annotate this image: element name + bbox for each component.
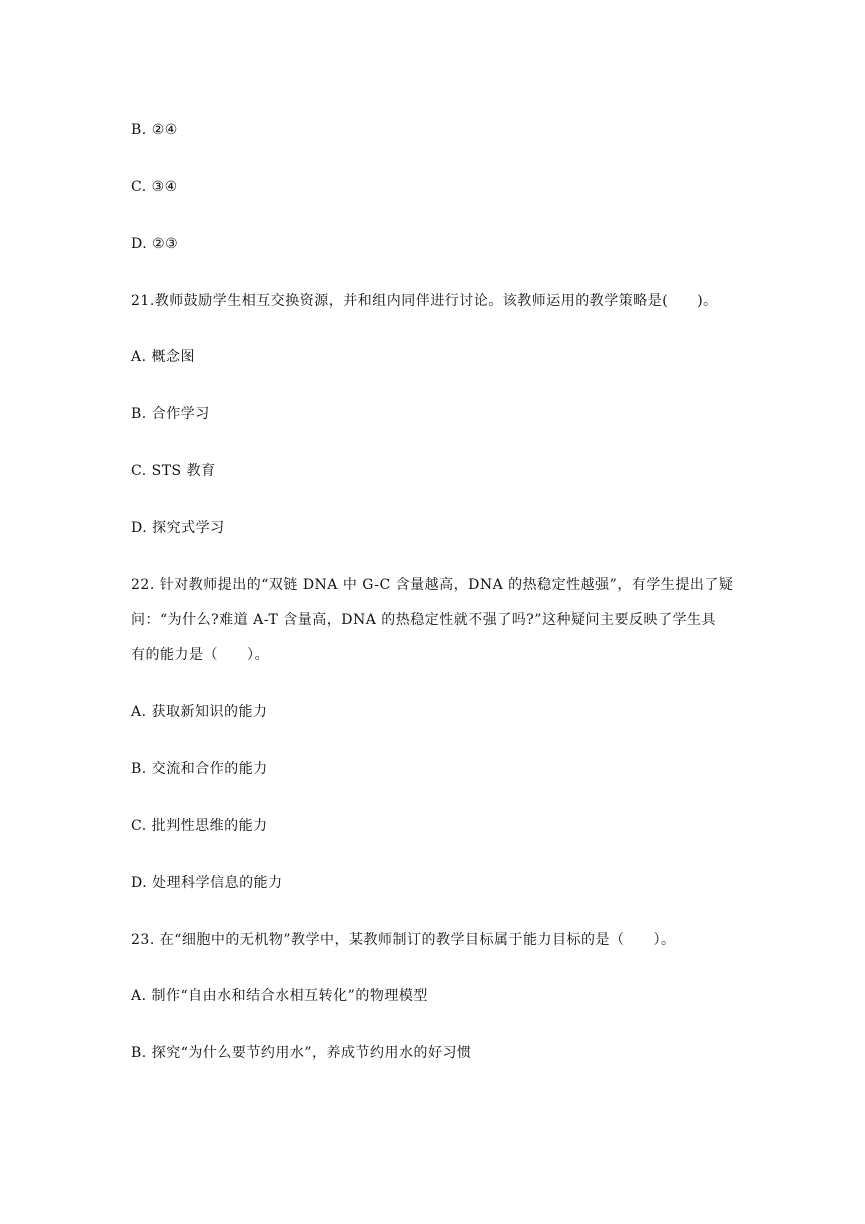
question-22-stem-line-3: 有的能力是（ ）。 <box>131 647 269 663</box>
question-21-stem: 21.教师鼓励学生相互交换资源，并和组内同伴进行讨论。该教师运用的教学策略是( )。 <box>131 293 718 309</box>
prev-option-c: C. ③④ <box>131 179 178 195</box>
question-23-option-b: B. 探究“为什么要节约用水”，养成节约用水的好习惯 <box>131 1045 472 1061</box>
prev-option-d: D. ②③ <box>131 236 179 252</box>
question-23-option-a: A. 制作“自由水和结合水相互转化”的物理模型 <box>131 988 428 1004</box>
question-21-option-c: C. STS 教育 <box>131 463 216 479</box>
question-22-stem-line-2: 问：“为什么?难道 A-T 含量高，DNA 的热稳定性就不强了吗?”这种疑问主要反映了学生具 <box>131 612 716 628</box>
question-22-option-d: D. 处理科学信息的能力 <box>131 875 283 891</box>
question-22-stem-line-1: 22. 针对教师提出的“双链 DNA 中 G-C 含量越高，DNA 的热稳定性越强”，有学生提出了疑 <box>131 577 734 593</box>
question-22-option-a: A. 获取新知识的能力 <box>131 704 268 720</box>
prev-option-b: B. ②④ <box>131 122 178 138</box>
question-22-option-c: C. 批判性思维的能力 <box>131 818 268 834</box>
question-23-stem: 23. 在“细胞中的无机物”教学中，某教师制订的教学目标属于能力目标的是（ ）。 <box>131 932 676 948</box>
question-21-option-b: B. 合作学习 <box>131 406 210 422</box>
question-21-option-d: D. 探究式学习 <box>131 520 225 536</box>
question-21-option-a: A. 概念图 <box>131 349 196 365</box>
question-22-option-b: B. 交流和合作的能力 <box>131 761 268 777</box>
